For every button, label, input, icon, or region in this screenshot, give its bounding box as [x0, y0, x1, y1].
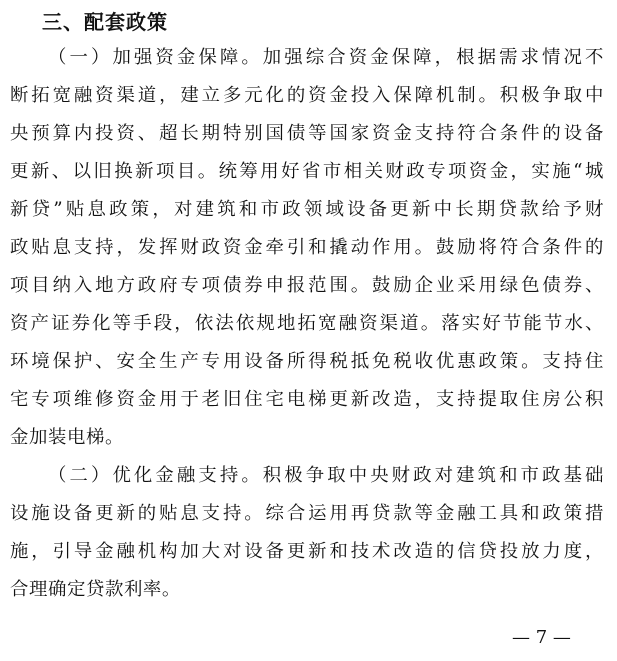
- paragraph-line: 央预算内投资、超长期特别国债等国家资金支持符合条件的设备: [10, 123, 604, 144]
- paragraph-line: 断拓宽融资渠道，建立多元化的资金投入保障机制。积极争取中: [10, 85, 604, 106]
- paragraph-line: 更新、以旧换新项目。统筹用好省市相关财政专项资金，实施“城: [10, 161, 604, 182]
- paragraph-line: （一）加强资金保障。加强综合资金保障，根据需求情况不: [48, 47, 604, 68]
- paragraph-line: 施，引导金融机构加大对设备更新和技术改造的信贷投放力度，: [10, 541, 604, 562]
- paragraph-line: 金加装电梯。: [10, 427, 124, 448]
- paragraph-line: 政贴息支持，发挥财政资金牵引和撬动作用。鼓励将符合条件的: [10, 237, 604, 258]
- paragraph-line: 合理确定贷款利率。: [10, 579, 181, 600]
- page-number: — 7 —: [512, 627, 571, 648]
- paragraph-line: 新贷”贴息政策，对建筑和市政领域设备更新中长期贷款给予财: [10, 199, 604, 220]
- paragraph-line: 宅专项维修资金用于老旧住宅电梯更新改造，支持提取住房公积: [10, 389, 604, 410]
- paragraph-line: 环境保护、安全生产专用设备所得税抵免税收优惠政策。支持住: [10, 351, 604, 372]
- paragraph-line: 项目纳入地方政府专项债券申报范围。鼓励企业采用绿色债券、: [10, 275, 604, 296]
- section-heading: 三、配套政策: [42, 10, 168, 34]
- paragraph-line: 资产证券化等手段，依法依规地拓宽融资渠道。落实好节能节水、: [10, 313, 604, 334]
- paragraph-line: （二）优化金融支持。积极争取中央财政对建筑和市政基础: [48, 465, 604, 486]
- paragraph-line: 设施设备更新的贴息支持。综合运用再贷款等金融工具和政策措: [10, 503, 604, 524]
